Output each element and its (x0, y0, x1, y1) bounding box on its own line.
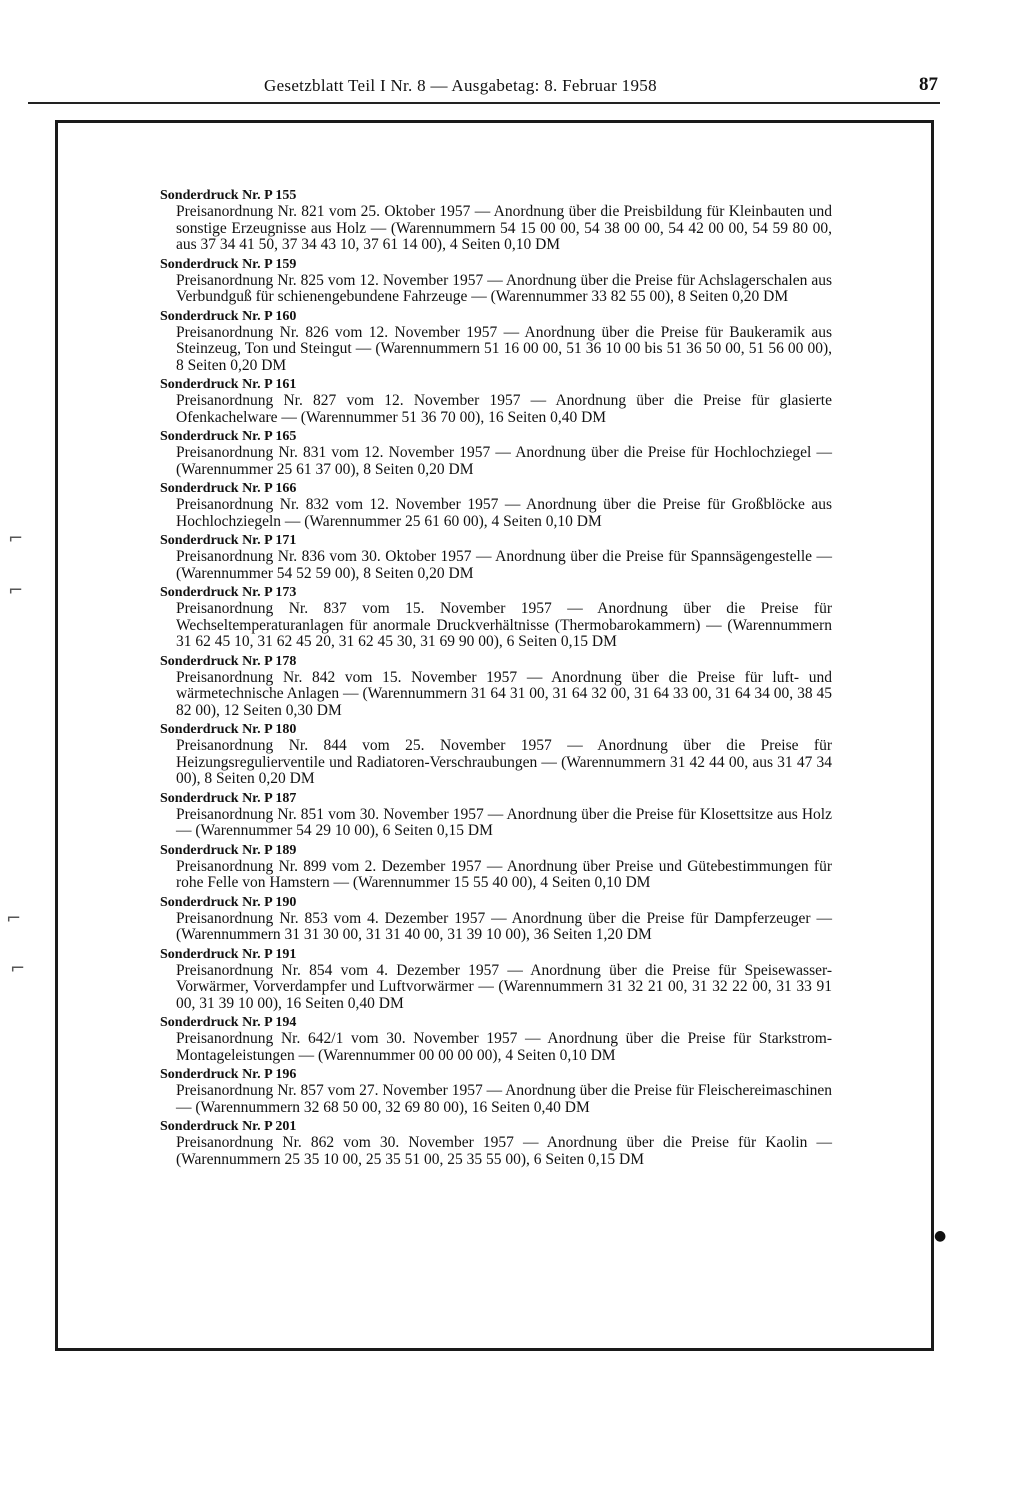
entry-body: Preisanordnung Nr. 857 vom 27. November 1957 — Anordnung über die Preise für Fleischereimaschinen — (Warennummern 32 68 50 00, 32 69 80 00), 16 Seiten 0,40 DM (176, 1082, 832, 1116)
entry-title: Sonderdruck Nr. P 161 (160, 377, 297, 392)
list-item (160, 843, 832, 892)
entry-body: Preisanordnung Nr. 836 vom 30. Oktober 1957 — Anordnung über die Preise für Spannsägengestelle — (Warennummer 54 52 59 00), 8 Seiten 0,20 DM (176, 548, 832, 582)
margin-mark: ⌐ (8, 528, 24, 549)
entry-body: Preisanordnung Nr. 853 vom 4. Dezember 1957 — Anordnung über die Preise für Dampferzeuger — (Warennummern 31 31 30 00, 31 31 40 00, 31 39 10 00), 36 Seiten 1,20 DM (176, 909, 832, 943)
entry-title: Sonderdruck Nr. P 160 (160, 308, 297, 324)
list-item (160, 377, 832, 426)
list-item (160, 895, 832, 944)
list-item (160, 257, 832, 306)
list-item (160, 1067, 832, 1116)
list-item (160, 1119, 832, 1168)
entry-body: Preisanordnung Nr. 825 vom 12. November 1957 — Anordnung über die Preise für Achslagerschalen aus Verbundguß für schienengebundene Fahrzeuge — (Warennummer 33 82 55 00), 8 Seiten 0,20 DM (176, 271, 832, 305)
entry-title: Sonderdruck Nr. P 180 (160, 722, 297, 737)
entry-body: Preisanordnung Nr. 831 vom 12. November 1957 — Anordnung über die Preise für Hochlochziegel — (Warennummer 25 61 37 00), 8 Seiten 0,20 DM (176, 444, 832, 478)
entry-body: Preisanordnung Nr. 842 vom 15. November 1957 — Anordnung über die Preise für luft- und wärmetechnische Anlagen — (Warennummern 31 64 31 00, 31 64 32 00, 31 64 33 00, 31 64 34 00, 38 45 82 00), 12 Seiten 0,30 DM (176, 668, 832, 719)
entry-title: Sonderdruck Nr. P 155 (160, 188, 297, 203)
entry-body: Preisanordnung Nr. 851 vom 30. November 1957 — Anordnung über die Preise für Klosettsitze aus Holz — (Warennummer 54 29 10 00), 6 Seiten 0,15 DM (176, 805, 832, 839)
entry-title: Sonderdruck Nr. P 165 (160, 429, 297, 444)
margin-mark: ⌐ (6, 908, 22, 929)
page-number: 87 (919, 74, 938, 95)
entry-body: Preisanordnung Nr. 854 vom 4. Dezember 1957 — Anordnung über die Preise für Speisewasser-Vorwärmer, Vorverdampfer und Luftvorwärmer — (Warennummern 31 32 21 00, 31 32 22 00, 31 33 91 00, 31 39 10 00), 16 Seiten 0,40 DM (176, 961, 832, 1012)
entry-title: Sonderdruck Nr. P 196 (160, 1067, 297, 1082)
header-title: Gesetzblatt Teil I Nr. 8 — Ausgabetag: 8. Februar 1958 (264, 76, 657, 95)
entry-title: Sonderdruck Nr. P 166 (160, 481, 297, 496)
entry-title: Sonderdruck Nr. P 190 (160, 894, 297, 910)
entry-title: Sonderdruck Nr. P 189 (160, 842, 297, 858)
entry-body: Preisanordnung Nr. 837 vom 15. November 1957 — Anordnung über die Preise für Wechseltemperaturanlagen für anormale Druckverhältnisse (Thermobarokammern) — (Warennummern 31 62 45 10, 31 62 45 20, 31 62 45 30, 31 69 90 00), 6 Seiten 0,15 DM (176, 600, 832, 650)
entry-body: Preisanordnung Nr. 642/1 vom 30. November 1957 — Anordnung über die Preise für Starkstrom-Montageleistungen — (Warennummer 00 00 00 00), 4 Seiten 0,10 DM (176, 1030, 832, 1064)
list-item (160, 309, 832, 375)
entry-body: Preisanordnung Nr. 826 vom 12. November 1957 — Anordnung über die Preise für Baukeramik aus Steinzeug, Ton und Steingut — (Warennummern 51 16 00 00, 51 36 10 00 bis 51 36 50 00, 51 56 00 00), 8 Seiten 0,20 DM (176, 323, 832, 374)
list-item (160, 791, 832, 840)
list-item (160, 429, 832, 478)
entry-title: Sonderdruck Nr. P 159 (160, 256, 297, 272)
entry-body: Preisanordnung Nr. 862 vom 30. November 1957 — Anordnung über die Preise für Kaolin — (Warennummern 25 35 10 00, 25 35 51 00, 25 35 55 00), 6 Seiten 0,15 DM (176, 1134, 832, 1168)
list-item (160, 947, 832, 1013)
list-item (160, 533, 832, 582)
entry-list (160, 188, 832, 1171)
margin-mark: ⌐ (10, 958, 26, 979)
entry-body: Preisanordnung Nr. 844 vom 25. November 1957 — Anordnung über die Preise für Heizungsregulierventile und Radiatoren-Verschraubungen — (Warennummern 31 42 44 00, aus 31 47 34 00), 8 Seiten 0,20 DM (176, 737, 832, 787)
entry-body: Preisanordnung Nr. 827 vom 12. November 1957 — Anordnung über die Preise für glasierte Ofenkachelware — (Warennummer 51 36 70 00), 16 Seiten 0,40 DM (176, 392, 832, 426)
margin-mark: ⌐ (8, 580, 24, 601)
entry-title: Sonderdruck Nr. P 194 (160, 1015, 297, 1030)
list-item (160, 585, 832, 651)
entry-title: Sonderdruck Nr. P 191 (160, 946, 297, 962)
header-rule (28, 102, 940, 104)
page-header (28, 70, 940, 104)
list-item (160, 654, 832, 720)
list-item (160, 188, 832, 254)
bullet-mark: ● (934, 1228, 947, 1244)
list-item (160, 481, 832, 530)
list-item (160, 722, 832, 788)
entry-title: Sonderdruck Nr. P 187 (160, 790, 297, 806)
entry-title: Sonderdruck Nr. P 171 (160, 533, 297, 548)
entry-body: Preisanordnung Nr. 821 vom 25. Oktober 1957 — Anordnung über die Preisbildung für Kleinbauten und sonstige Erzeugnisse aus Holz — (Warennummern 54 15 00 00, 54 38 00 00, 54 42 00 00, 54 59 80 00, aus 37 34 41 50, 37 34 43 10, 37 61 14 00), 4 Seiten 0,10 DM (176, 203, 832, 253)
entry-title: Sonderdruck Nr. P 173 (160, 585, 297, 600)
entry-body: Preisanordnung Nr. 899 vom 2. Dezember 1957 — Anordnung über Preise und Gütebestimmungen für rohe Felle von Hamstern — (Warennummer 15 55 40 00), 4 Seiten 0,10 DM (176, 857, 832, 891)
entry-title: Sonderdruck Nr. P 178 (160, 653, 297, 669)
entry-body: Preisanordnung Nr. 832 vom 12. November 1957 — Anordnung über die Preise für Großblöcke aus Hochlochziegeln — (Warennummer 25 61 60 00), 4 Seiten 0,10 DM (176, 496, 832, 530)
list-item (160, 1015, 832, 1064)
entry-title: Sonderdruck Nr. P 201 (160, 1119, 297, 1134)
